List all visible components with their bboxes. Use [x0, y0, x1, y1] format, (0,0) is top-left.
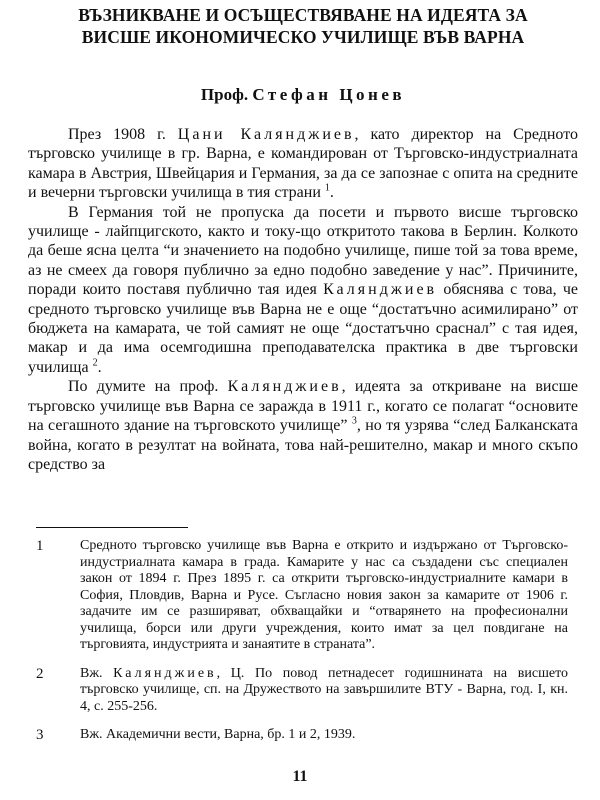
footnote-divider: [36, 527, 188, 528]
footnote-text: Вж. Академични вести, Варна, бр. 1 и 2, 1939.: [80, 727, 356, 742]
p1-text-b: , като директор на Средното търговско училище в гр. Варна, е командирован от Търговско-индустриалната камара в Австрия, Швейцария и Германия, за да се запознае с опита на средните и вечерни търговски училища в тия страни: [28, 126, 578, 202]
document-title: [28, 0, 578, 48]
p2-text-b: обяснява с това, че средното търговско училище във Варна не е още “достатъчно асимилирано” от бюджета на камарата, че той самият не още “достатъчно сраснал” с тая идея, макар и да има осемгодишна преподавателска практика в две търговски училища: [28, 281, 579, 376]
body-text: [28, 125, 578, 474]
paragraph-3: [28, 377, 578, 474]
footnote-number: 3: [36, 727, 44, 743]
title-line-1: ВЪЗНИКВАНЕ И ОСЪЩЕСТВЯВАНЕ НА ИДЕЯТА ЗА: [78, 5, 528, 25]
footnote-ref-3: 3: [351, 415, 357, 427]
footnote-text: Средното търговско училище във Варна е открито и издържано от Търговско-индустриалната камара в града. Камарите у нас са създадени със специален закон от 1894 г. През 1895 г. са открити търговско-индустриалните камари в София, Пловдив, Варна и Русе. Съгласно новия закон за камарите от 1906 г. задачите им се разширяват, обхващайки и “отварянето на професионални училища, борси или други учреждения, които имат за цел повдигане на търговията, индустрията и занаятите в страната”.: [80, 538, 568, 652]
paragraph-1: [28, 125, 578, 203]
paragraph-2: [28, 203, 578, 378]
p2-text-a: В Германия той не пропуска да посети и първото висше търговско училище - лайпцигското, както и току-що откритото такова в Берлин. Колкото да беше ясна целта “и значението на подобно училище, пише той за това време, аз не смеех да говоря публично за едно подобно заведение у нас”. Причините, поради които поставя публично тая идея: [28, 203, 578, 299]
footnote-3: [36, 727, 568, 744]
author-prefix: Проф.: [200, 85, 249, 104]
footnote-text: , Ц. По повод петнадесет годишнината на висшето търговско училище, сп. на Дружеството на завършилите ВТУ - Варна, год. I, кн. 4, с. 255-256.: [80, 665, 568, 714]
p2-spaced-name: Калянджиев: [323, 281, 438, 299]
footnote-ref-1: 1: [324, 182, 330, 194]
author-name: Стефан Цонев: [252, 85, 406, 104]
p1-text-a: През 1908 г.: [68, 126, 178, 143]
footnote-number: 1: [36, 538, 44, 554]
p3-spaced-name: Калянджиев: [227, 378, 342, 396]
footnote-ref-2: 2: [92, 357, 98, 369]
footnote-number: 2: [36, 665, 44, 682]
p1-spaced-name: Цани Калянджиев: [177, 126, 355, 143]
p1-text-c: .: [329, 184, 334, 202]
title-line-2: ВИСШЕ ИКОНОМИЧЕСКО УЧИЛИЩЕ ВЪВ ВАРНА: [81, 27, 525, 47]
footnote-spaced-name: Калянджиев: [113, 665, 217, 681]
author-line: [28, 48, 578, 105]
footnote-1: [36, 538, 568, 654]
p3-text-b: , идеята за откриване на висше търговско училище във Варна се заражда в 1911 г., когато се полагат “основите на сегашното здание на търговското училище”: [28, 378, 579, 435]
p2-text-c: .: [97, 358, 102, 376]
p3-text-c: , но тя узрява “след Балканската война, когато в резултат на войната, това най-решително, макар и много скъпо средство за: [28, 417, 579, 473]
page-number: 11: [292, 768, 308, 785]
footnotes: [36, 538, 568, 756]
p3-text-a: По думите на проф.: [68, 378, 228, 396]
footnote-2: [36, 666, 568, 716]
footnote-prefix: Вж.: [80, 665, 114, 681]
